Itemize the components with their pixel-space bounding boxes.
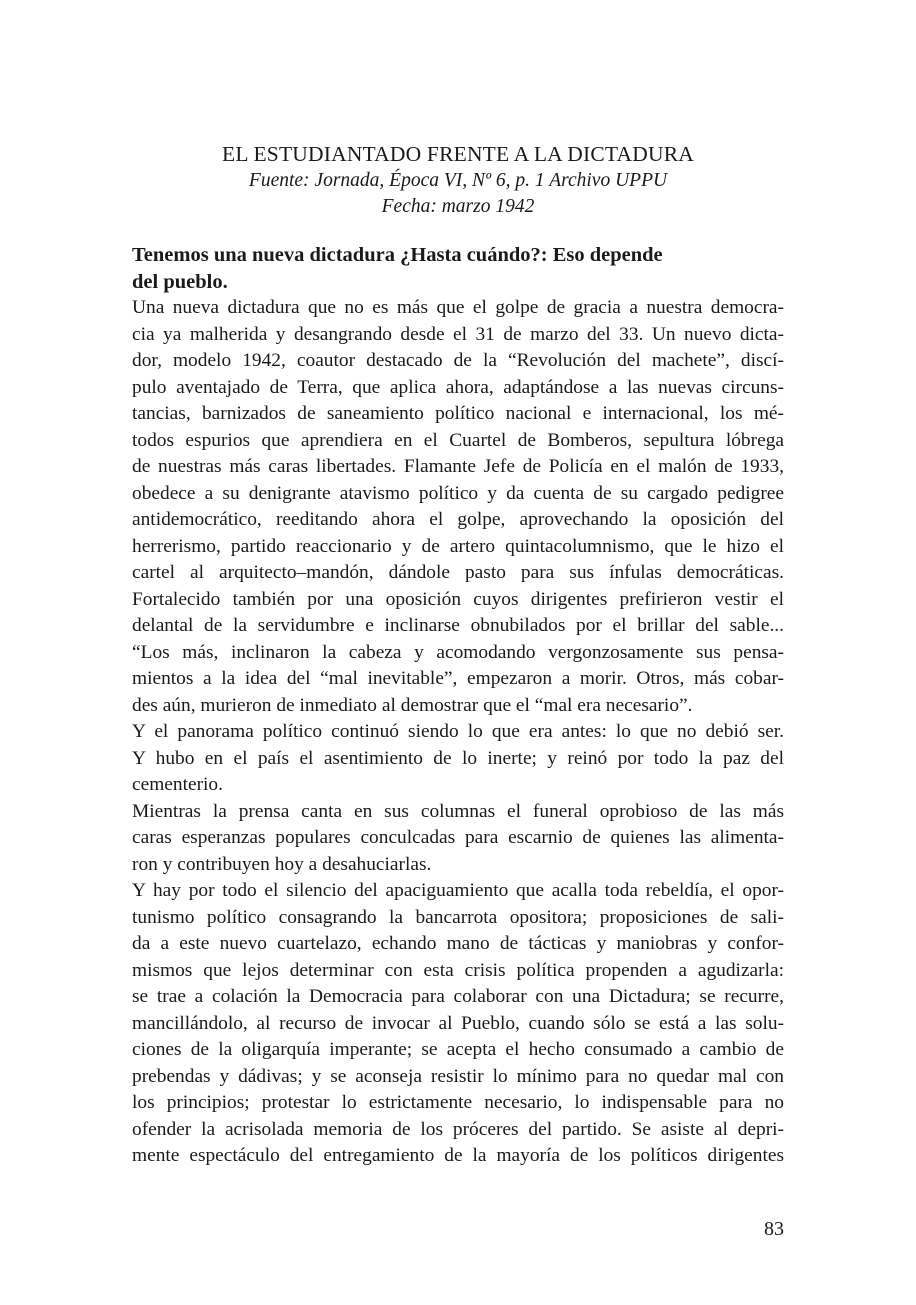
headline-line: Tenemos una nueva dictadura ¿Hasta cuándo?: Eso depende — [132, 244, 663, 266]
text-line: ron y contribuyen hoy a desahuciarlas. — [132, 853, 432, 875]
text-line: tancias, barnizados de saneamiento político nacional e internacional, los mé- — [132, 403, 784, 424]
text-line: antidemocrático, reeditando ahora el golpe, aprovechando la oposición del — [132, 509, 784, 530]
text-line: Y hubo en el país el asentimiento de lo inerte; y reinó por todo la paz del — [132, 747, 784, 769]
text-line: Y el panorama político continuó siendo lo que era antes: lo que no debió ser. — [132, 721, 784, 742]
text-line: tunismo político consagrando la bancarrota opositora; proposiciones de sali- — [132, 906, 784, 928]
text-line: Una nueva dictadura que no es más que el golpe de gracia a nuestra democra- — [132, 297, 784, 318]
document-title: EL ESTUDIANTADO FRENTE A LA DICTADURA — [222, 142, 694, 166]
text-line: ofender la acrisolada memoria de los próceres del partido. Se asiste al depri- — [132, 1118, 784, 1140]
source-citation: Fuente: Jornada, Época VI, Nº 6, p. 1 Archivo UPPU — [248, 170, 668, 191]
text-line: da a este nuevo cuartelazo, echando mano de tácticas y maniobras y confor- — [132, 933, 784, 954]
document-date: Fecha: marzo 1942 — [381, 196, 535, 217]
text-line: de nuestras más caras libertades. Flamante Jefe de Policía en el malón de 1933, — [132, 456, 784, 477]
page-number: 83 — [764, 1218, 784, 1240]
document-header — [132, 141, 784, 220]
text-line: Mientras la prensa canta en sus columnas el funeral oprobioso de las más — [132, 800, 784, 822]
text-line: ciones de la oligarquía imperante; se acepta el hecho consumado a cambio de — [132, 1039, 784, 1060]
text-line: des aún, murieron de inmediato al demostrar que el “mal era necesario”. — [132, 694, 693, 716]
text-line: todos espurios que aprendiera en el Cuartel de Bomberos, sepultura lóbrega — [132, 429, 784, 451]
text-line: obedece a su denigrante atavismo político y da cuenta de su cargado pedigree — [132, 482, 784, 504]
text-line: mientos a la idea del “mal inevitable”, empezaron a morir. Otros, más cobar- — [132, 668, 784, 689]
article-body — [132, 295, 784, 1170]
text-line: mente espectáculo del entregamiento de la mayoría de los políticos dirigentes — [132, 1145, 784, 1166]
text-line: cartel al arquitecto–mandón, dándole pasto para sus ínfulas democráticas. — [132, 562, 784, 583]
text-line: delantal de la servidumbre e inclinarse obnubilados por el brillar del sable... — [132, 615, 784, 636]
body-paragraph — [132, 799, 784, 879]
body-paragraph — [132, 719, 784, 799]
text-line: cementerio. — [132, 774, 223, 795]
text-line: pulo aventajado de Terra, que aplica ahora, adaptándose a las nuevas circuns- — [132, 376, 784, 398]
text-line: herrerismo, partido reaccionario y de artero quintacolumnismo, que le hizo el — [132, 535, 784, 557]
body-paragraph — [132, 295, 784, 719]
text-line: los principios; protestar lo estrictamente necesario, lo indispensable para no — [132, 1092, 784, 1113]
text-line: Fortalecido también por una oposición cuyos dirigentes prefirieron vestir el — [132, 588, 784, 610]
text-line: Y hay por todo el silencio del apaciguamiento que acalla toda rebeldía, el opor- — [132, 880, 784, 901]
headline-line: del pueblo. — [132, 271, 228, 293]
text-line: dor, modelo 1942, coautor destacado de la “Revolución del machete”, discí- — [132, 350, 784, 371]
text-line: caras esperanzas populares conculcadas para escarnio de quienes las alimenta- — [132, 827, 784, 848]
text-line: mancillándolo, al recurso de invocar al Pueblo, cuando sólo se está a las solu- — [132, 1012, 784, 1034]
text-line: mismos que lejos determinar con esta crisis política propenden a agudizarla: — [132, 959, 784, 981]
article-headline — [132, 242, 732, 296]
text-line: se trae a colación la Democracia para colaborar con una Dictadura; se recurre, — [132, 986, 784, 1007]
text-line: cia ya malherida y desangrando desde el 31 de marzo del 33. Un nuevo dicta- — [132, 323, 784, 345]
text-line: “Los más, inclinaron la cabeza y acomodando vergonzosamente sus pensa- — [132, 641, 784, 663]
body-paragraph — [132, 878, 784, 1170]
text-line: prebendas y dádivas; y se aconseja resistir lo mínimo para no quedar mal con — [132, 1065, 784, 1087]
